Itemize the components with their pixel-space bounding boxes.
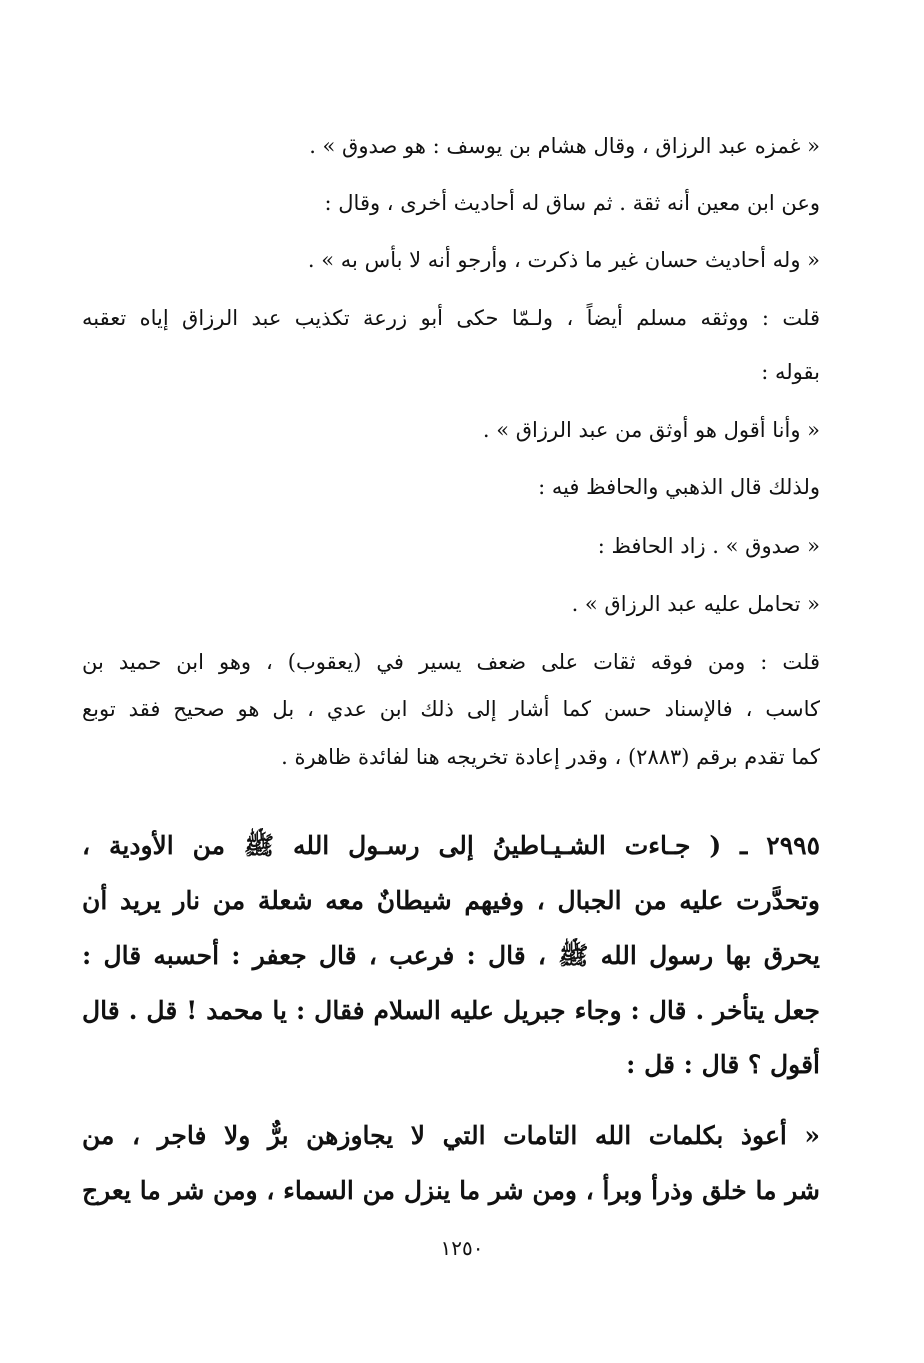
hadith-line: « أعوذ بكلمات الله التامات التي لا يجاوزهن برٌّ ولا فاجر ، من: [82, 1121, 820, 1150]
text-line: وعن ابن معين أنه ثقة . ثم ساق له أحاديث أخرى ، وقال :: [324, 191, 820, 215]
page-number: ١٢٥٠: [440, 1236, 484, 1260]
hadith-line: يحرق بها رسول الله ﷺ ، قال : فرعب ، قال جعفر : أحسبه قال :: [82, 941, 820, 970]
hadith-line: وتحدَّرت عليه من الجبال ، وفيهم شيطانٌ معه شعلة من نار يريد أن: [82, 886, 820, 915]
text-line: كما تقدم برقم (٢٨٨٣) ، وقدر إعادة تخريجه هنا لفائدة ظاهرة .: [281, 745, 820, 769]
text-line: « وأنا أقول هو أوثق من عبد الرزاق » .: [482, 418, 820, 442]
text-line: « تحامل عليه عبد الرزاق » .: [571, 592, 820, 616]
hadith-line: شر ما خلق وذرأ وبرأ ، ومن شر ما ينزل من السماء ، ومن شر ما يعرج: [82, 1176, 820, 1205]
hadith-line: أقول ؟ قال : قل :: [626, 1050, 820, 1079]
text-line: قلت : ووثقه مسلم أيضاً ، ولـمّا حكى أبو زرعة تكذيب عبد الرزاق إياه تعقبه: [82, 306, 820, 330]
hadith-line: ٢٩٩٥ ـ ( جـاءت الشـيـاطينُ إلى رسـول الله ﷺ من الأودية ،: [82, 831, 820, 860]
hadith-line: جعل يتأخر . قال : وجاء جبريل عليه السلام فقال : يا محمد ! قل . قال: [82, 996, 820, 1025]
text-line: « وله أحاديث حسان غير ما ذكرت ، وأرجو أنه لا بأس به » .: [307, 248, 820, 272]
text-line: بقوله :: [761, 360, 820, 384]
text-line: « غمزه عبد الرزاق ، وقال هشام بن يوسف : هو صدوق » .: [309, 134, 820, 158]
text-line: كاسب ، فالإسناد حسن كما أشار إلى ذلك ابن عدي ، بل هو صحيح فقد توبع: [82, 697, 820, 721]
text-line: « صدوق » . زاد الحافظ :: [597, 534, 820, 558]
text-line: ولذلك قال الذهبي والحافظ فيه :: [538, 475, 820, 499]
text-line: قلت : ومن فوقه ثقات على ضعف يسير في (يعقوب) ، وهو ابن حميد بن: [82, 650, 820, 674]
